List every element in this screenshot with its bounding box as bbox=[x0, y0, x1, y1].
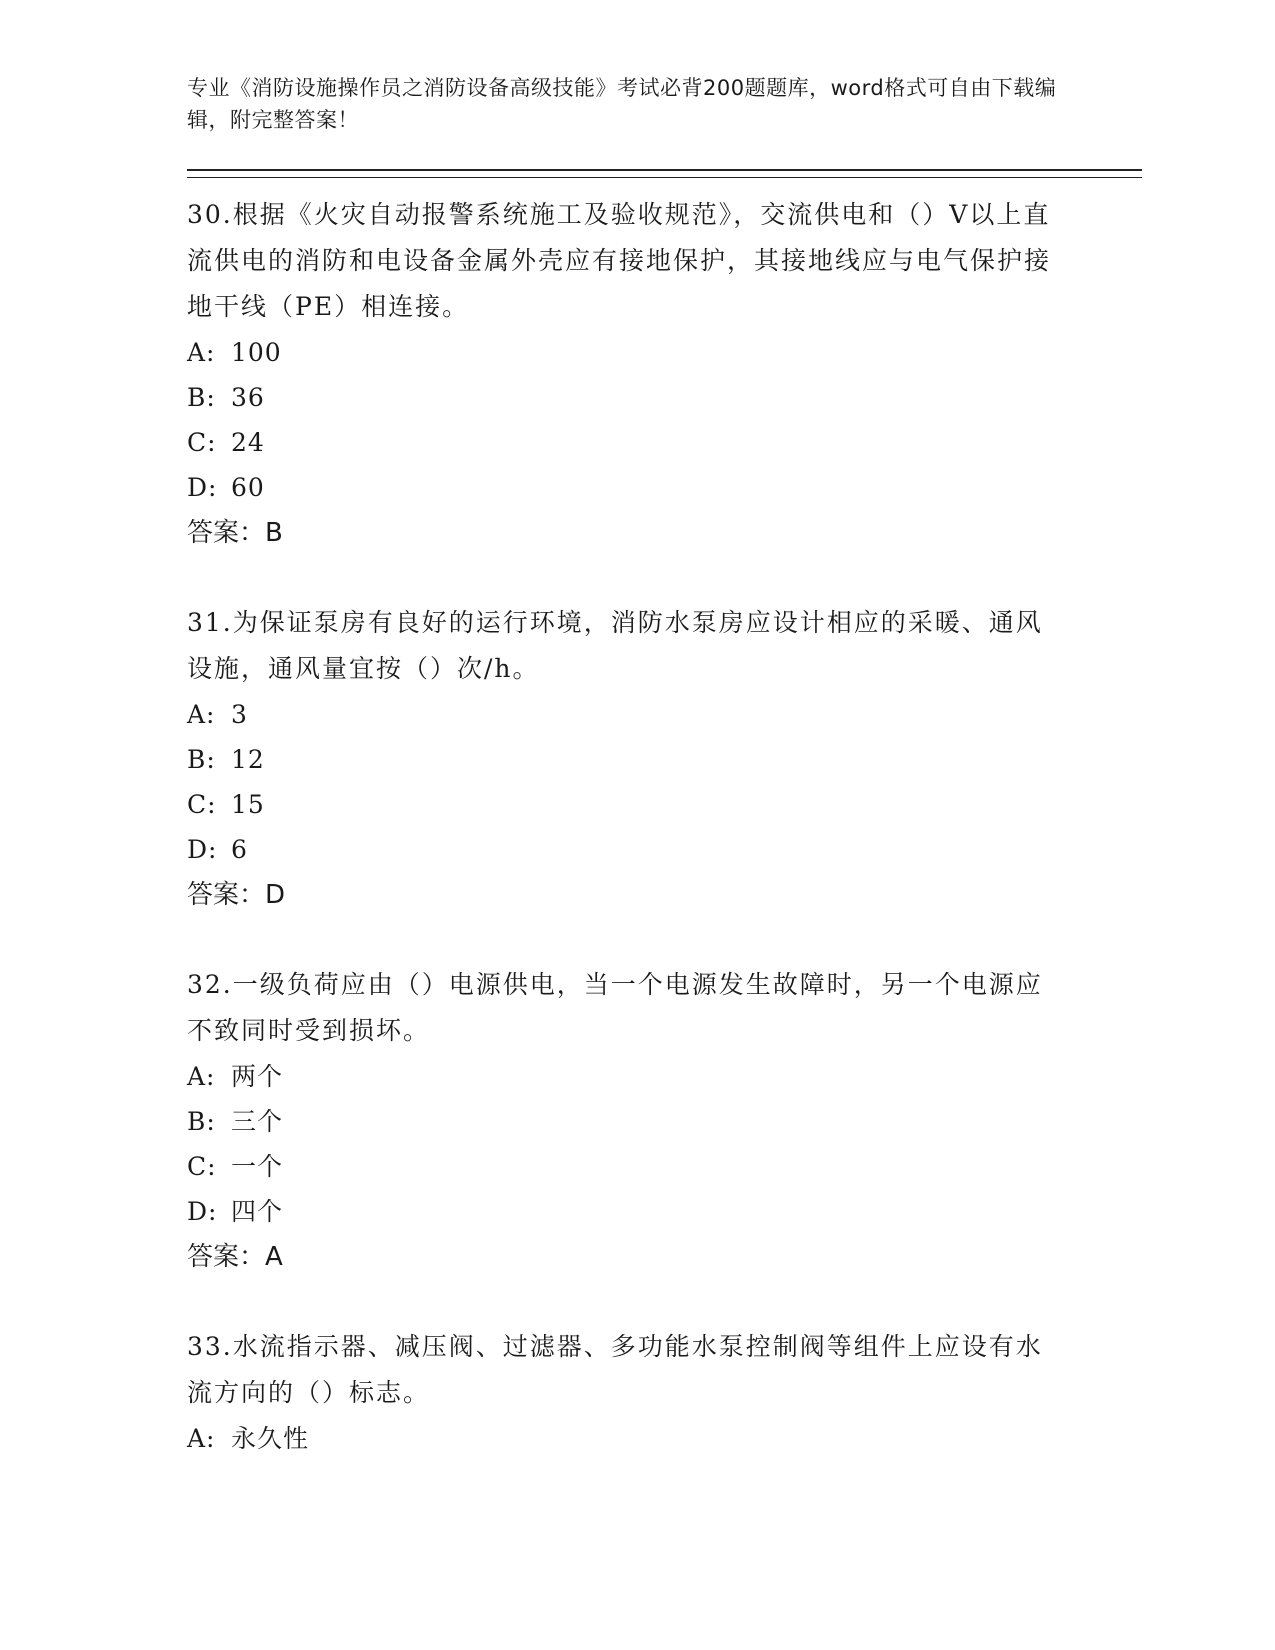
option-text: 100 bbox=[231, 338, 282, 367]
option-text: 两个 bbox=[231, 1062, 284, 1091]
option-letter: C: bbox=[187, 428, 217, 457]
answer-line: 答案：A bbox=[187, 1242, 283, 1272]
option-text: 36 bbox=[231, 383, 265, 412]
option-d bbox=[187, 827, 1142, 872]
option-text: 三个 bbox=[231, 1107, 284, 1136]
option-a bbox=[187, 1054, 1142, 1099]
option-letter: D: bbox=[187, 835, 218, 864]
question-31 bbox=[187, 600, 1142, 918]
option-text: 四个 bbox=[231, 1197, 284, 1226]
question-list bbox=[187, 192, 1142, 1461]
question-30 bbox=[187, 192, 1142, 556]
option-letter: C: bbox=[187, 1152, 217, 1181]
option-letter: D: bbox=[187, 473, 218, 502]
option-a bbox=[187, 1416, 1142, 1461]
option-text: 6 bbox=[231, 835, 248, 864]
question-stem: 32.一级负荷应由（）电源供电，当一个电源发生故障时，另一个电源应不致同时受到损坏。 bbox=[187, 970, 1043, 1045]
option-letter: A: bbox=[187, 338, 216, 367]
option-text: 一个 bbox=[231, 1152, 284, 1181]
document-page bbox=[187, 72, 1142, 1505]
question-33 bbox=[187, 1324, 1142, 1461]
header-divider bbox=[187, 169, 1142, 178]
option-letter: B: bbox=[187, 745, 216, 774]
option-letter: B: bbox=[187, 383, 216, 412]
question-stem: 30.根据《火灾自动报警系统施工及验收规范》，交流供电和（）V以上直流供电的消防和电设备金属外壳应有接地保护，其接地线应与电气保护接地干线（PE）相连接。 bbox=[187, 200, 1052, 321]
document-intro: 专业《消防设施操作员之消防设备高级技能》考试必背200题题库，word格式可自由下载编辑，附完整答案！ bbox=[187, 76, 1057, 132]
answer-line: 答案：D bbox=[187, 880, 286, 910]
option-letter: D: bbox=[187, 1197, 218, 1226]
option-a bbox=[187, 330, 1142, 375]
option-text: 60 bbox=[231, 473, 265, 502]
option-c bbox=[187, 1144, 1142, 1189]
option-text: 3 bbox=[231, 700, 248, 729]
option-b bbox=[187, 737, 1142, 782]
option-letter: A: bbox=[187, 1062, 216, 1091]
question-stem: 33.水流指示器、减压阀、过滤器、多功能水泵控制阀等组件上应设有水流方向的（）标志。 bbox=[187, 1332, 1043, 1407]
option-d bbox=[187, 465, 1142, 510]
option-text: 12 bbox=[231, 745, 265, 774]
option-a bbox=[187, 692, 1142, 737]
option-b bbox=[187, 1099, 1142, 1144]
option-c bbox=[187, 782, 1142, 827]
option-letter: A: bbox=[187, 1424, 216, 1453]
option-c bbox=[187, 420, 1142, 465]
question-stem: 31.为保证泵房有良好的运行环境，消防水泵房应设计相应的采暖、通风设施，通风量宜按（）次/h。 bbox=[187, 608, 1043, 683]
answer-line: 答案：B bbox=[187, 518, 283, 548]
option-text: 24 bbox=[231, 428, 265, 457]
option-letter: A: bbox=[187, 700, 216, 729]
option-d bbox=[187, 1189, 1142, 1234]
option-text: 15 bbox=[231, 790, 265, 819]
option-letter: B: bbox=[187, 1107, 216, 1136]
option-letter: C: bbox=[187, 790, 217, 819]
option-text: 永久性 bbox=[231, 1424, 310, 1453]
option-b bbox=[187, 375, 1142, 420]
question-32 bbox=[187, 962, 1142, 1280]
